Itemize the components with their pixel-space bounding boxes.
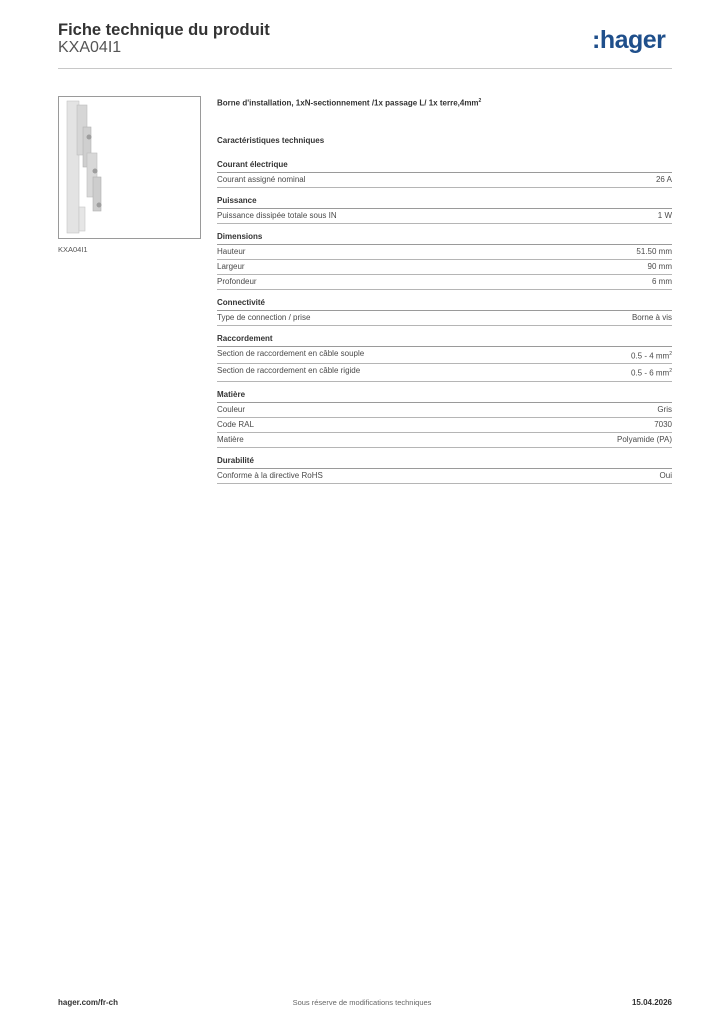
spec-row	[217, 275, 672, 290]
spec-label: Section de raccordement en câble rigide	[217, 366, 361, 376]
spec-groups	[217, 160, 672, 484]
specs-heading: Caractéristiques techniques	[217, 135, 325, 145]
spec-value: 90 mm	[647, 261, 672, 271]
spec-row	[217, 260, 672, 275]
image-caption: KXA04I1	[58, 245, 88, 254]
spec-group	[217, 456, 672, 484]
spec-group	[217, 232, 672, 290]
spec-row	[217, 469, 672, 484]
spec-row	[217, 433, 672, 448]
footer-date: 15.04.2026	[631, 998, 672, 1007]
spec-value: Polyamide (PA)	[617, 434, 672, 444]
spec-group-title: Courant électrique	[217, 160, 672, 173]
terminal-block-icon	[59, 97, 200, 238]
spec-label: Largeur	[217, 261, 245, 271]
spec-group-title: Dimensions	[217, 232, 672, 245]
spec-label: Code RAL	[217, 419, 254, 429]
spec-label: Section de raccordement en câble souple	[217, 348, 365, 358]
spec-row	[217, 364, 672, 382]
spec-row	[217, 245, 672, 260]
product-description: Borne d'installation, 1xN-sectionnement /1x passage L/ 1x $terre,4mm^2$	[217, 98, 482, 108]
spec-value: Borne à vis	[631, 312, 672, 322]
spec-value: 0.5 - 4 $mm^2$	[630, 350, 672, 361]
spec-group-title: Connectivité	[217, 298, 672, 311]
spec-row	[217, 209, 672, 224]
spec-group	[217, 298, 672, 326]
spec-group-title: Durabilité	[217, 456, 672, 469]
footer-disclaimer: Sous réserve de modifications techniques	[292, 998, 432, 1007]
spec-group	[217, 390, 672, 448]
spec-group	[217, 196, 672, 224]
spec-value: 1 W	[657, 210, 672, 220]
spec-value: 0.5 - 6 $mm^2$	[630, 368, 672, 378]
spec-label: Type de connection / prise	[217, 312, 311, 322]
spec-group-title: Raccordement	[217, 334, 672, 347]
spec-group-title: Matière	[217, 390, 672, 403]
spec-value: Gris	[657, 404, 672, 414]
product-image	[58, 96, 201, 239]
spec-value: Oui	[659, 470, 672, 480]
spec-value: 6 mm	[652, 276, 672, 286]
footer-website: hager.com/fr-ch	[58, 998, 119, 1007]
spec-label: Courant assigné nominal	[217, 174, 306, 184]
spec-label: Hauteur	[217, 246, 246, 256]
spec-row	[217, 403, 672, 418]
spec-group	[217, 334, 672, 382]
spec-label: Matière	[217, 434, 244, 444]
spec-group-title: Puissance	[217, 196, 672, 209]
spec-row	[217, 418, 672, 433]
header-divider	[58, 68, 672, 69]
spec-content	[217, 96, 672, 492]
hager-logo: :hager	[592, 26, 666, 54]
page-title: Fiche technique du produit	[58, 21, 270, 39]
spec-value: 51.50 mm	[636, 246, 672, 256]
spec-row	[217, 173, 672, 188]
spec-value: 7030	[654, 419, 672, 429]
spec-label: Profondeur	[217, 276, 257, 286]
spec-value: 26 A	[655, 174, 672, 184]
spec-row	[217, 347, 672, 365]
product-code: KXA04I1	[58, 39, 122, 56]
spec-row	[217, 311, 672, 326]
spec-label: Conforme à la directive RoHS	[217, 470, 323, 480]
spec-group	[217, 160, 672, 188]
spec-label: Puissance dissipée totale sous IN	[217, 210, 337, 220]
spec-label: Couleur	[217, 404, 246, 414]
